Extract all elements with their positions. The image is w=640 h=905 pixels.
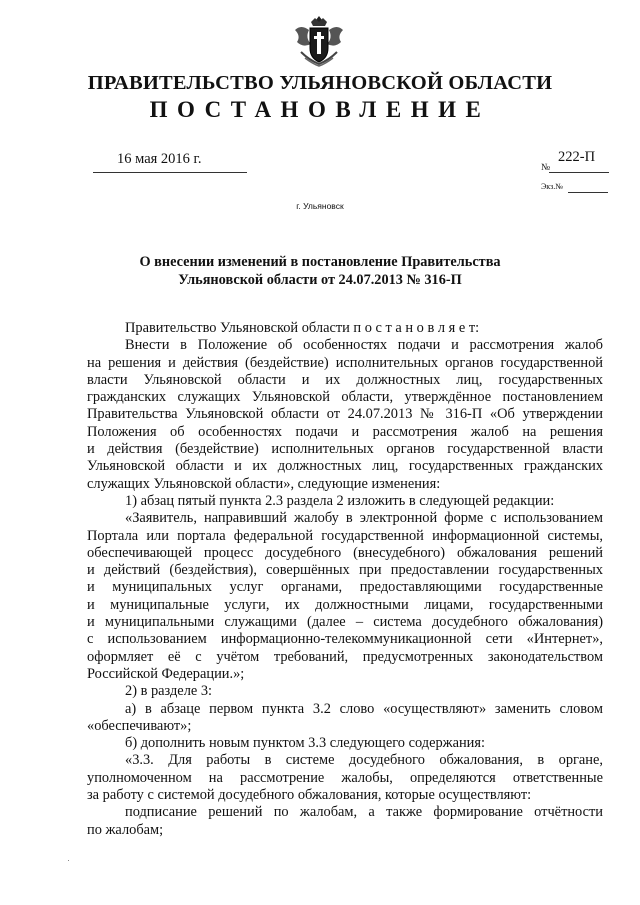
text-line: и муниципальных услуг органами, предоставляющими государственные <box>87 579 603 596</box>
text-line: на решения и действия (бездействие) исполнительных органов государственной <box>87 354 603 371</box>
coat-of-arms-emblem <box>291 14 347 68</box>
text-line: Положения об особенностях подачи и рассмотрения жалоб на решения <box>87 423 603 440</box>
number-underline <box>549 172 609 173</box>
list-item-2: 2) в разделе 3: <box>125 683 213 700</box>
text-line: Российской Федерации.»; <box>87 665 245 682</box>
text-line: и действия (бездействие) исполнительных органов государственной власти <box>87 441 603 458</box>
text-line: «3.3. Для работы в системе досудебного обжалования, в органе, <box>125 752 603 769</box>
text-line: Портала или портала федеральной государственной информационной системы, <box>87 527 603 544</box>
paragraph-signing <box>87 804 603 839</box>
text-line: и действий (бездействия), совершённых при предоставлении государственных <box>87 562 603 579</box>
text-line: а) в абзаце первом пункта 3.2 слово «осуществляют» заменить словом <box>125 700 603 717</box>
paragraph-3-3 <box>87 752 603 804</box>
text-line: уполномоченном на рассмотрение жалобы, определяются ответственные <box>87 769 603 786</box>
text-line: Ульяновской области и их должностных лиц, государственных гражданских <box>87 458 603 475</box>
document-date: 16 мая 2016 г. <box>117 151 202 167</box>
document-type: ПОСТАНОВЛЕНИЕ <box>149 97 491 122</box>
paragraph-main <box>87 337 603 493</box>
text-line: «Заявитель, направивший жалобу в электронной форме с использованием <box>125 510 603 527</box>
document-title <box>80 253 560 289</box>
organization-name: ПРАВИТЕЛЬСТВО УЛЬЯНОВСКОЙ ОБЛАСТИ <box>87 72 553 94</box>
text-line: власти Ульяновской области и их должностных лиц, государственных <box>87 371 603 388</box>
text-line: Правительства Ульяновской области от 24.07.2013 № 316-П «Об утверждении <box>87 406 603 423</box>
text-line: и муниципальными служащими (далее – система досудебного обжалования) <box>87 614 603 631</box>
title-line: О внесении изменений в постановление Правительства <box>139 254 501 270</box>
text-line: с использованием информационно-телекоммуникационной сети «Интернет», <box>87 631 603 648</box>
list-item-1: 1) абзац пятый пункта 2.3 раздела 2 изложить в следующей редакции: <box>125 492 555 509</box>
date-underline <box>93 172 247 173</box>
text-line: подписание решений по жалобам, а также формирование отчётности <box>125 804 603 821</box>
text-line: и муниципальные услуги, их должностными лицами, государственными <box>87 596 603 613</box>
text-line: служащих Ульяновской области», следующие изменения: <box>87 475 441 492</box>
text-line: оформляет её с учётом требований, предусмотренных законодательством <box>87 648 603 665</box>
copy-number-underline <box>568 192 608 193</box>
document-number: 222-П <box>558 149 596 165</box>
paragraph-quote <box>87 510 603 683</box>
paragraph-b: б) дополнить новым пунктом 3.3 следующего содержания: <box>125 735 486 752</box>
copy-number-label: Экз.№ <box>541 182 563 191</box>
text-line: Внести в Положение об особенностях подачи и рассмотрения жалоб <box>125 337 603 354</box>
document-body <box>87 320 603 839</box>
title-line: Ульяновской области от 24.07.2013 № 316-П <box>178 272 462 288</box>
intro-paragraph: Правительство Ульяновской области п о с т а н о в л я е т: <box>125 320 480 336</box>
text-line: гражданских служащих Ульяновской области, утверждённое постановлением <box>87 389 603 406</box>
scan-speck <box>68 860 69 861</box>
text-line: «обеспечивают»; <box>87 717 192 734</box>
text-line: обеспечивающей процесс досудебного (внесудебного) обжалования решений <box>87 544 603 561</box>
city-name: г. Ульяновск <box>296 201 344 211</box>
text-line: по жалобам; <box>87 821 164 838</box>
number-sign: № <box>541 163 551 173</box>
paragraph-a <box>87 701 603 736</box>
text-line: за работу с системой досудебного обжалования, которые осуществляют: <box>87 787 532 804</box>
